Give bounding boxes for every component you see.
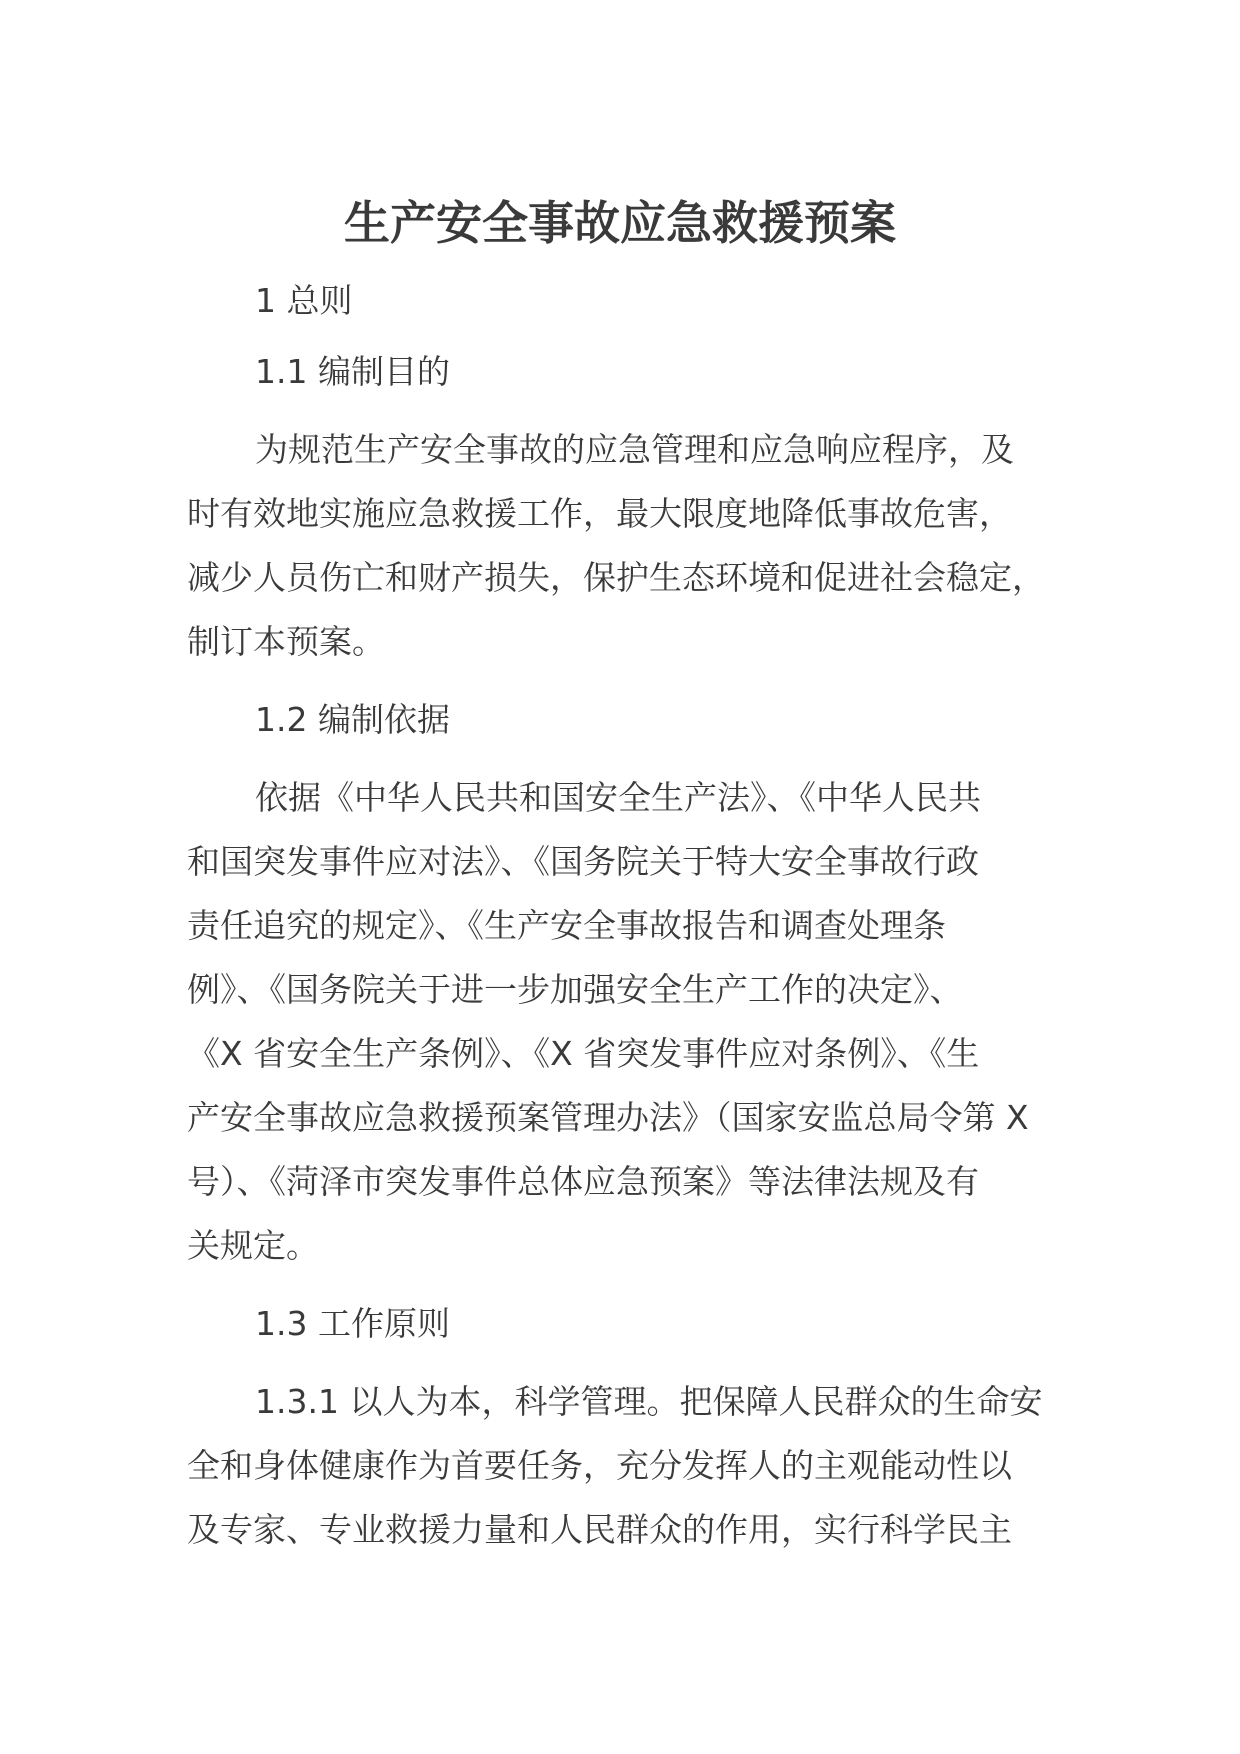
paragraph-line: 《X 省安全生产条例》、《X 省突发事件应对条例》、《生 bbox=[187, 1034, 980, 1073]
paragraph-line: 时有效地实施应急救援工作，最大限度地降低事故危害， bbox=[187, 494, 1012, 533]
section-heading-1: 1 总则 bbox=[255, 281, 353, 320]
paragraph-line: 依据《中华人民共和国安全生产法》、《中华人民共 bbox=[255, 778, 981, 817]
document-title: 生产安全事故应急救援预案 bbox=[344, 196, 896, 250]
paragraph-line: 例》、《国务院关于进一步加强安全生产工作的决定》、 bbox=[187, 970, 963, 1009]
paragraph-line: 责任追究的规定》、《生产安全事故报告和调查处理条 bbox=[187, 906, 946, 945]
section-heading-1-2: 1.2 编制依据 bbox=[255, 700, 450, 739]
paragraph-line: 全和身体健康作为首要任务，充分发挥人的主观能动性以 bbox=[187, 1446, 1012, 1485]
paragraph-line: 和国突发事件应对法》、《国务院关于特大安全事故行政 bbox=[187, 842, 979, 881]
paragraph-line: 减少人员伤亡和财产损失，保护生态环境和促进社会稳定， bbox=[187, 558, 1045, 597]
paragraph-line: 产安全事故应急救援预案管理办法》（国家安监总局令第 X bbox=[187, 1098, 1029, 1137]
section-heading-1-1: 1.1 编制目的 bbox=[255, 352, 450, 391]
paragraph-line: 关规定。 bbox=[187, 1226, 319, 1265]
paragraph-line: 及专家、专业救援力量和人民群众的作用，实行科学民主 bbox=[187, 1510, 1012, 1549]
paragraph-line: 制订本预案。 bbox=[187, 622, 385, 661]
paragraph-line: 1.3.1 以人为本，科学管理。把保障人民群众的生命安 bbox=[255, 1382, 1043, 1421]
paragraph-line: 为规范生产安全事故的应急管理和应急响应程序，及 bbox=[255, 430, 1014, 469]
section-heading-1-3: 1.3 工作原则 bbox=[255, 1304, 450, 1343]
paragraph-line: 号）、《菏泽市突发事件总体应急预案》等法律法规及有 bbox=[187, 1162, 979, 1201]
